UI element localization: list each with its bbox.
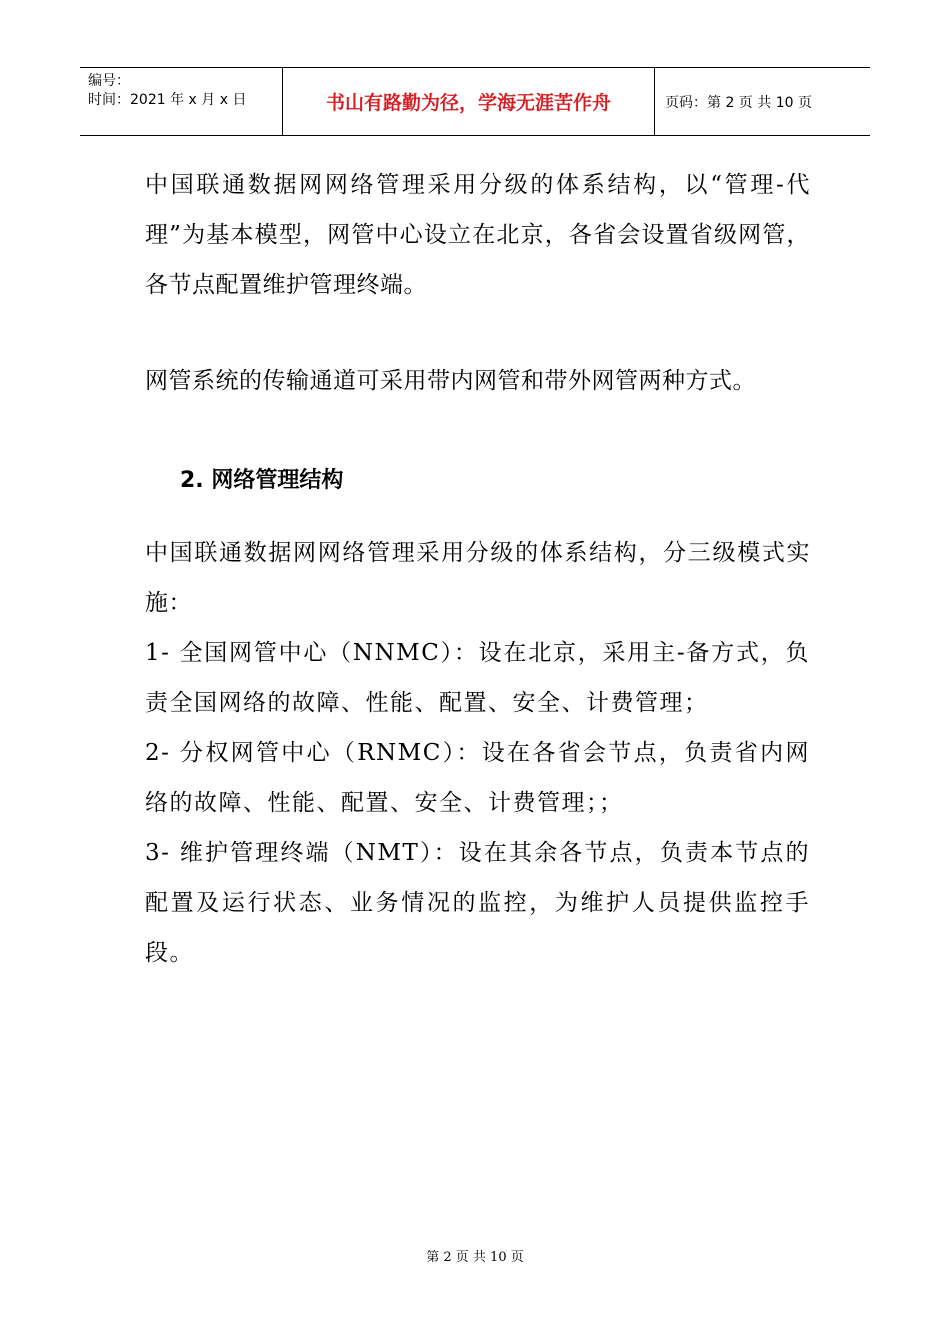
header-table [80, 67, 870, 136]
header-page-info: 页码：第 2 页 共 10 页 [665, 94, 812, 111]
list-item-nmt: 3- 维护管理终端（NMT）：设在其余各节点，负责本节点的配置及运行状态、业务情况的监控，为维护人员提供监控手段。 [145, 840, 810, 966]
page-footer: 第 2 页 共 10 页 [426, 1250, 524, 1265]
list-item-rnmc: 2- 分权网管中心（RNMC）：设在各省会节点，负责省内网络的故障、性能、配置、安全、计费管理；； [145, 740, 810, 816]
section-heading: 2. 网络管理结构 [180, 468, 344, 493]
header-meta-cell [80, 68, 283, 135]
list-item-nnmc: 1- 全国网管中心（NNMC）：设在北京，采用主-备方式，负责全国网络的故障、性能、配置、安全、计费管理； [145, 640, 810, 716]
heading-gap [145, 506, 810, 528]
paragraph-management-overview: 中国联通数据网网络管理采用分级的体系结构，以“管理-代理”为基本模型，网管中心设立在北京，各省会设置省级网管，各节点配置维护管理终端。 [145, 172, 810, 298]
document-body [145, 160, 810, 978]
paragraph-three-tier: 中国联通数据网网络管理采用分级的体系结构，分三级模式实施： [145, 540, 810, 616]
header-motto: 书山有路勤为径，学海无涯苦作舟 [283, 68, 655, 135]
document-number-label: 编号： [88, 73, 130, 89]
paragraph-gap [145, 310, 810, 356]
paragraph-gap [145, 406, 810, 452]
document-date: 时间：2021 年 x 月 x 日 [88, 92, 247, 108]
paragraph-transport-channel: 网管系统的传输通道可采用带内网管和带外网管两种方式。 [145, 368, 756, 394]
